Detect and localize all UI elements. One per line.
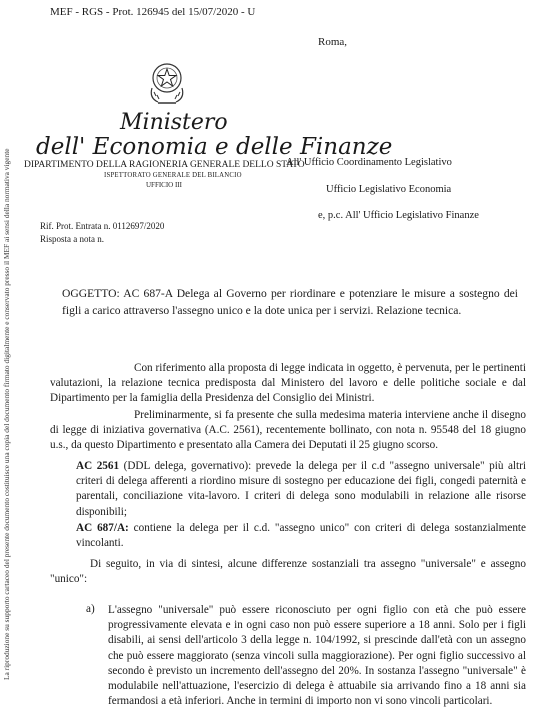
list-item-a: L'assegno "universale" può essere riconosciuto per ogni figlio con età che può essere progressivamente elevata e in ogni caso non può essere superiore a 18 anni. Solo per i figli disabili, ai sensi dell'articolo 3 della legge n. 104/1992, si prescinde dall'età con un assegno che può essere maggiorato (senza vincoli sulla maggiorazione). Per ogni figlio successivo al secondo è previsto un incremento dell'assegno del 20%. In sostanza l'assegno "universale" è modulabile nell'attuazione, l'esercizio di delega è attuabile sia arrivando fino a 18 anni sia fermandosi a età inferiori. Anche in termini di importo non vi sono vincoli particolari.: [108, 604, 526, 708]
department-name: DIPARTIMENTO DELLA RAGIONERIA GENERALE DELLO STATO: [24, 160, 305, 170]
inspectorate-name: ISPETTORATO GENERALE DEL BILANCIO: [104, 172, 242, 179]
recipient-2: Ufficio Legislativo Economia: [326, 184, 452, 195]
place-date: Roma,: [318, 36, 348, 48]
recipient-3: e, p.c. All' Ufficio Legislativo Finanze: [318, 210, 479, 221]
side-note-text: La riproduzione su supporto cartaceo del presente documento costituisce una copia del documento firmato digitalmente e conservato presso il MEF ai sensi della normativa vigente: [2, 148, 11, 680]
subject-line: OGGETTO: AC 687-A Delega al Governo per riordinare e potenziare le misure a sostegno dei figli a carico attraverso l'assegno unico e la dote unica per i servizi. Relazione tecnica.: [62, 287, 518, 317]
ac-2561-text: (DDL delega, governativo): prevede la delega per il c.d "assegno universale" più altri criteri di delega afferenti a riordino misure di sostegno per educazione dei figli, congedi paternità e parentali, conciliazione vita-lavoro. I criteri di delega sono modulabili in relazione alle risorse disponibili;: [76, 460, 526, 518]
emblem-icon: [146, 58, 188, 106]
paragraph-intro: Con riferimento alla proposta di legge indicata in oggetto, è pervenuta, per le pertinenti valutazioni, la relazione tecnica predisposta dal Ministero del lavoro e delle politiche sociale e dal Dipartimento per la famiglia della Presidenza del Consiglio dei Ministri.: [50, 362, 526, 405]
ac-687-item: [76, 521, 526, 551]
protocol-stamp: MEF - RGS - Prot. 126945 del 15/07/2020 - U: [50, 6, 256, 18]
ac-2561-label: AC 2561: [76, 460, 120, 472]
ministry-title: Ministero: [120, 110, 228, 135]
ac-687-label: AC 687/A:: [76, 522, 129, 534]
digital-copy-side-note: [2, 90, 14, 680]
recipient-1: All' Ufficio Coordinamento Legislativo: [286, 157, 452, 168]
ac-2561-item: [76, 459, 526, 520]
ac-687-text: contiene la delega per il c.d. "assegno unico" con criteri di delega sostanzialmente vincolanti.: [76, 522, 526, 550]
list-item-a-label: a): [86, 603, 95, 615]
office-name: UFFICIO III: [146, 181, 182, 189]
paragraph-differences: Di seguito, in via di sintesi, alcune differenze sostanziali tra assegno "universale" e assegno "unico":: [50, 558, 526, 586]
reply-to-note: Risposta a nota n.: [40, 234, 104, 244]
ministry-name: dell' Economia e delle Finanze: [36, 134, 393, 160]
reference-protocol: Rif. Prot. Entrata n. 0112697/2020: [40, 221, 165, 231]
paragraph-preliminary: Preliminarmente, si fa presente che sulla medesima materia interviene anche il disegno di legge di iniziativa governativa (A.C. 2561), recentemente bollinato, con nota n. 95548 del 18 giugno u.s., da questo Dipartimento e presentato alla Camera dei Deputati il 25 giugno scorso.: [50, 409, 526, 452]
